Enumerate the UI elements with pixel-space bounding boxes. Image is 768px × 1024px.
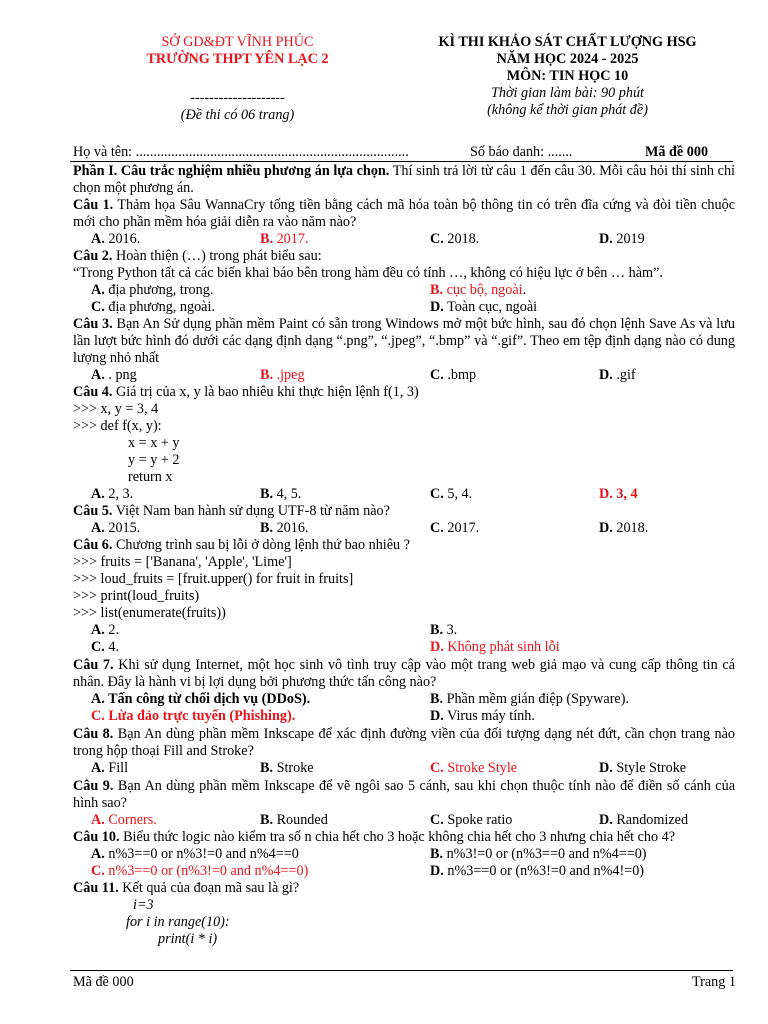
option-a: A. Tấn công từ chối dịch vụ (DDoS). xyxy=(91,691,311,707)
option-d: D. n%3==0 or (n%3!=0 and n%4!=0) xyxy=(430,863,645,879)
option-a: A. 2. xyxy=(91,622,119,638)
answers-q2-row1 xyxy=(73,282,735,299)
school-year: NĂM HỌC 2024 - 2025 xyxy=(496,51,639,67)
question-label: Câu 2. xyxy=(73,248,113,264)
code-line: i=3 xyxy=(133,897,154,913)
answers-q5 xyxy=(73,520,735,537)
question-text: Biểu thức logic nào kiểm tra số n chia hết cho 3 hoặc không chia hết cho 3 nhưng chia hết cho 4? xyxy=(119,829,676,845)
option-b: B. Stroke xyxy=(260,760,314,776)
subject: MÔN: TIN HỌC 10 xyxy=(506,68,629,84)
question-8 xyxy=(73,726,735,760)
answers-q9 xyxy=(73,812,735,829)
option-b: B. 3. xyxy=(430,622,458,638)
option-d: D. Toàn cục, ngoài xyxy=(430,299,538,315)
option-a: A. 2016. xyxy=(91,231,141,247)
answers-q7-row1 xyxy=(73,691,735,708)
option-b: B. n%3!=0 or (n%3==0 and n%4==0) xyxy=(430,846,647,862)
code-line: >>> fruits = ['Banana', 'Apple', 'Lime'] xyxy=(73,554,292,570)
code-line: >>> print(loud_fruits) xyxy=(73,588,200,604)
question-4 xyxy=(73,384,735,401)
answers-q8 xyxy=(73,760,735,777)
question-5 xyxy=(73,503,735,520)
part1-intro xyxy=(73,163,735,197)
option-c: C. 2017. xyxy=(430,520,480,536)
option-c: C. 4. xyxy=(91,639,119,655)
code-line: >>> loud_fruits = [fruit.upper() for fruit in fruits] xyxy=(73,571,354,587)
question-text: Bạn An Sử dụng phần mềm Paint có sẵn trong Windows mở một bức hình, sau đó chọn lệnh Save As và lưu lần lượt bức hình đó dưới các dạng định dạng “.png”, “.jpeg”, “.bmp” và “.gif”. Theo em tệp định dạng nào có dung lượng nhỏ nhất xyxy=(73,316,735,366)
question-text: Hoàn thiện (…) trong phát biểu sau: xyxy=(112,248,322,264)
question-9 xyxy=(73,778,735,812)
option-d: D. Randomized xyxy=(599,812,689,828)
question-1 xyxy=(73,197,735,231)
question-text: Giá trị của x, y là bao nhiêu khi thực hiện lệnh f(1, 3) xyxy=(112,384,419,400)
question-label: Câu 3. xyxy=(73,316,113,332)
code-line: return x xyxy=(128,469,173,485)
question-text: Thảm họa Sâu WannaCry tống tiền bằng cách mã hóa toàn bộ thông tin có trên đĩa cứng và đòi tiền chuộc mới cho phần mềm hóa giải diễn ra vào năm nào? xyxy=(73,197,736,230)
answers-q4 xyxy=(73,486,735,503)
time-limit-note: (không kể thời gian phát đề) xyxy=(487,102,648,118)
option-d-correct: D. 3, 4 xyxy=(599,486,638,502)
question-label: Câu 4. xyxy=(73,384,113,400)
time-limit: Thời gian làm bài: 90 phút xyxy=(490,85,644,101)
header-left xyxy=(110,34,365,124)
question-label: Câu 1. xyxy=(73,197,114,213)
answers-q3 xyxy=(73,367,735,384)
answers-q10-row2 xyxy=(73,863,735,880)
school-name: TRƯỜNG THPT YÊN LẠC 2 xyxy=(146,51,329,67)
exam-content xyxy=(73,163,735,948)
question-label: Câu 10. xyxy=(73,829,120,845)
header-right xyxy=(400,34,735,119)
option-b: B. 2016. xyxy=(260,520,309,536)
header-divider xyxy=(70,161,733,162)
question-2-quote: “Trong Python tất cả các biến khai báo bên trong hàm đều có tính …, không có hiệu lực ở bên … hàm”. xyxy=(73,265,663,281)
page-count-note: (Đề thi có 06 trang) xyxy=(180,107,295,123)
option-c: C. địa phương, ngoài. xyxy=(91,299,215,315)
question-label: Câu 9. xyxy=(73,778,114,794)
code-line: x = x + y xyxy=(128,435,180,451)
option-d-correct: D. Không phát sinh lỗi xyxy=(430,639,560,655)
question-label: Câu 6. xyxy=(73,537,113,553)
question-label: Câu 8. xyxy=(73,726,114,742)
answers-q10-row1 xyxy=(73,846,735,863)
option-a: A. địa phương, trong. xyxy=(91,282,214,298)
option-a: A. n%3==0 or n%3!=0 and n%4==0 xyxy=(91,846,299,862)
candidate-number-field: Số báo danh: ....... xyxy=(470,144,573,160)
question-10 xyxy=(73,829,735,846)
department-name: SỞ GD&ĐT VĨNH PHÚC xyxy=(161,34,314,50)
answers-q2-row2 xyxy=(73,299,735,316)
question-3 xyxy=(73,316,735,367)
option-c: C. Spoke ratio xyxy=(430,812,513,828)
option-a-correct: A. Corners. xyxy=(91,812,157,828)
answers-q6-row2 xyxy=(73,639,735,656)
code-line: y = y + 2 xyxy=(128,452,180,468)
code-line: >>> list(enumerate(fruits)) xyxy=(73,605,226,621)
code-line: >>> def f(x, y): xyxy=(73,418,162,434)
answers-q7-row2 xyxy=(73,708,735,725)
question-label: Câu 5. xyxy=(73,503,113,519)
exam-code: Mã đề 000 xyxy=(645,144,709,160)
option-c: C. 5, 4. xyxy=(430,486,473,502)
option-c: C. .bmp xyxy=(430,367,477,383)
option-a: A. Fill xyxy=(91,760,129,776)
option-b-correct: B. .jpeg xyxy=(260,367,305,383)
code-line: print(i * i) xyxy=(158,931,218,947)
part1-desc: Thí sinh trả lời từ câu 1 đến câu 30. Mỗi câu hỏi thí sinh chỉ chọn một phương án. xyxy=(73,163,735,196)
separator-dashes: -------------------- xyxy=(190,90,285,106)
page-number: Trang 1 xyxy=(691,974,736,990)
exam-title: KÌ THI KHẢO SÁT CHẤT LƯỢNG HSG xyxy=(438,34,697,50)
option-b-correct: B. 2017. xyxy=(260,231,309,247)
option-c: C. 2018. xyxy=(430,231,480,247)
footer-divider xyxy=(70,970,733,971)
name-field: Họ và tên: ............................................................................. xyxy=(73,144,409,160)
question-text: Bạn An dùng phần mềm Inkscape để xác định đường viền của đối tượng dạng nét đứt, cần chọn trang nào trong hộp thoại Fill and Stroke? xyxy=(73,726,735,759)
option-d: D. 2019 xyxy=(599,231,645,247)
option-a: A. . png xyxy=(91,367,137,383)
candidate-info xyxy=(73,144,733,161)
option-c-correct: C. n%3==0 or (n%3!=0 and n%4==0) xyxy=(91,863,309,879)
question-text: Việt Nam ban hành sử dụng UTF-8 từ năm nào? xyxy=(112,503,390,519)
option-d: D. Virus máy tính. xyxy=(430,708,535,724)
option-b: B. Rounded xyxy=(260,812,328,828)
question-11 xyxy=(73,880,735,897)
option-c-correct: C. Stroke Style xyxy=(430,760,518,776)
question-2 xyxy=(73,248,735,265)
footer-exam-code: Mã đề 000 xyxy=(73,974,134,990)
option-a: A. 2015. xyxy=(91,520,141,536)
code-line: for i in range(10): xyxy=(126,914,230,930)
question-text: Chương trình sau bị lỗi ở dòng lệnh thứ bao nhiêu ? xyxy=(112,537,410,553)
answers-q1 xyxy=(73,231,735,248)
option-d: D. .gif xyxy=(599,367,636,383)
option-d: D. Style Stroke xyxy=(599,760,687,776)
option-c-correct: C. Lừa đảo trực tuyến (Phishing). xyxy=(91,708,296,724)
code-line: >>> x, y = 3, 4 xyxy=(73,401,159,417)
question-text: Bạn An dùng phần mềm Inkscape để vẽ ngôi sao 5 cánh, sau khi chọn thuộc tính nào để điền số cánh của hình sao? xyxy=(73,778,735,811)
question-label: Câu 7. xyxy=(73,657,114,673)
part1-title: Phần I. Câu trắc nghiệm nhiều phương án lựa chọn. xyxy=(73,163,390,179)
answers-q6-row1 xyxy=(73,622,735,639)
question-text: Kết quả của đoạn mã sau là gì? xyxy=(118,880,300,896)
option-b-correct: B. cục bộ, ngoài. xyxy=(430,282,527,298)
option-b: B. Phần mềm gián điệp (Spyware). xyxy=(430,691,629,707)
question-label: Câu 11. xyxy=(73,880,119,896)
option-b: B. 4, 5. xyxy=(260,486,302,502)
question-text: Khi sử dụng Internet, một học sinh vô tình truy cập vào một trang web giả mạo và cung cấp thông tin cá nhân. Đây là hành vi bị lợi dụng bởi phương thức tấn công nào? xyxy=(73,657,735,690)
question-7 xyxy=(73,657,735,691)
option-a: A. 2, 3. xyxy=(91,486,134,502)
option-d: D. 2018. xyxy=(599,520,649,536)
question-6 xyxy=(73,537,735,554)
